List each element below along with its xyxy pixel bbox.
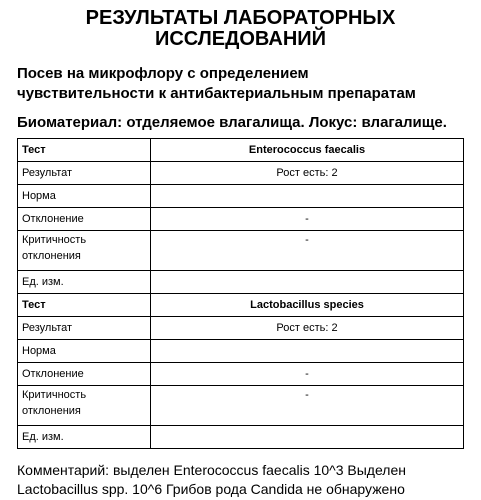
table-row (18, 271, 464, 294)
row-label: Ед. изм. (18, 426, 151, 449)
table-header-row (18, 294, 464, 317)
row-value (151, 185, 464, 208)
table-row (18, 231, 464, 271)
organism-name: Lactobacillus species (151, 294, 464, 317)
test-name-line-2: чувствительности к антибактериальным препаратам (17, 85, 416, 102)
organism-name: Enterococcus faecalis (151, 139, 464, 162)
row-label: Критичность отклонения (18, 231, 151, 271)
row-label: Результат (18, 317, 151, 340)
table-row (18, 208, 464, 231)
row-value: - (151, 208, 464, 231)
table-row (18, 317, 464, 340)
row-label: Норма (18, 185, 151, 208)
table-row (18, 363, 464, 386)
row-label: Ед. изм. (18, 271, 151, 294)
comment-line-1: Комментарий: выделен Enterococcus faecalis 10^3 Выделен (17, 462, 406, 478)
row-value: - (151, 231, 464, 271)
comment (17, 461, 477, 499)
row-label: Норма (18, 340, 151, 363)
row-label: Отклонение (18, 208, 151, 231)
table-row (18, 185, 464, 208)
table-row (18, 340, 464, 363)
test-header-label: Тест (18, 139, 151, 162)
row-value (151, 271, 464, 294)
row-value: - (151, 386, 464, 426)
row-label: Результат (18, 162, 151, 185)
table-header-row (18, 139, 464, 162)
row-value: Рост есть: 2 (151, 317, 464, 340)
test-name-line-1: Посев на микрофлору с определением (17, 65, 309, 82)
table-row (18, 162, 464, 185)
results-table (17, 138, 464, 449)
row-value (151, 340, 464, 363)
row-label: Отклонение (18, 363, 151, 386)
row-value: Рост есть: 2 (151, 162, 464, 185)
comment-line-2: Lactobacillus spp. 10^6 Грибов рода Candida не обнаружено (17, 481, 405, 497)
table-row (18, 426, 464, 449)
test-header-label: Тест (18, 294, 151, 317)
document-title-line-1: РЕЗУЛЬТАТЫ ЛАБОРАТОРНЫХ (85, 7, 396, 29)
biomaterial-info: Биоматериал: отделяемое влагалища. Локус: влагалище. (17, 114, 447, 131)
row-value: - (151, 363, 464, 386)
document-title-line-2: ИССЛЕДОВАНИЙ (154, 28, 327, 50)
document-title (0, 0, 481, 50)
test-name (17, 64, 481, 104)
row-label: Критичность отклонения (18, 386, 151, 426)
table-row (18, 386, 464, 426)
row-value (151, 426, 464, 449)
